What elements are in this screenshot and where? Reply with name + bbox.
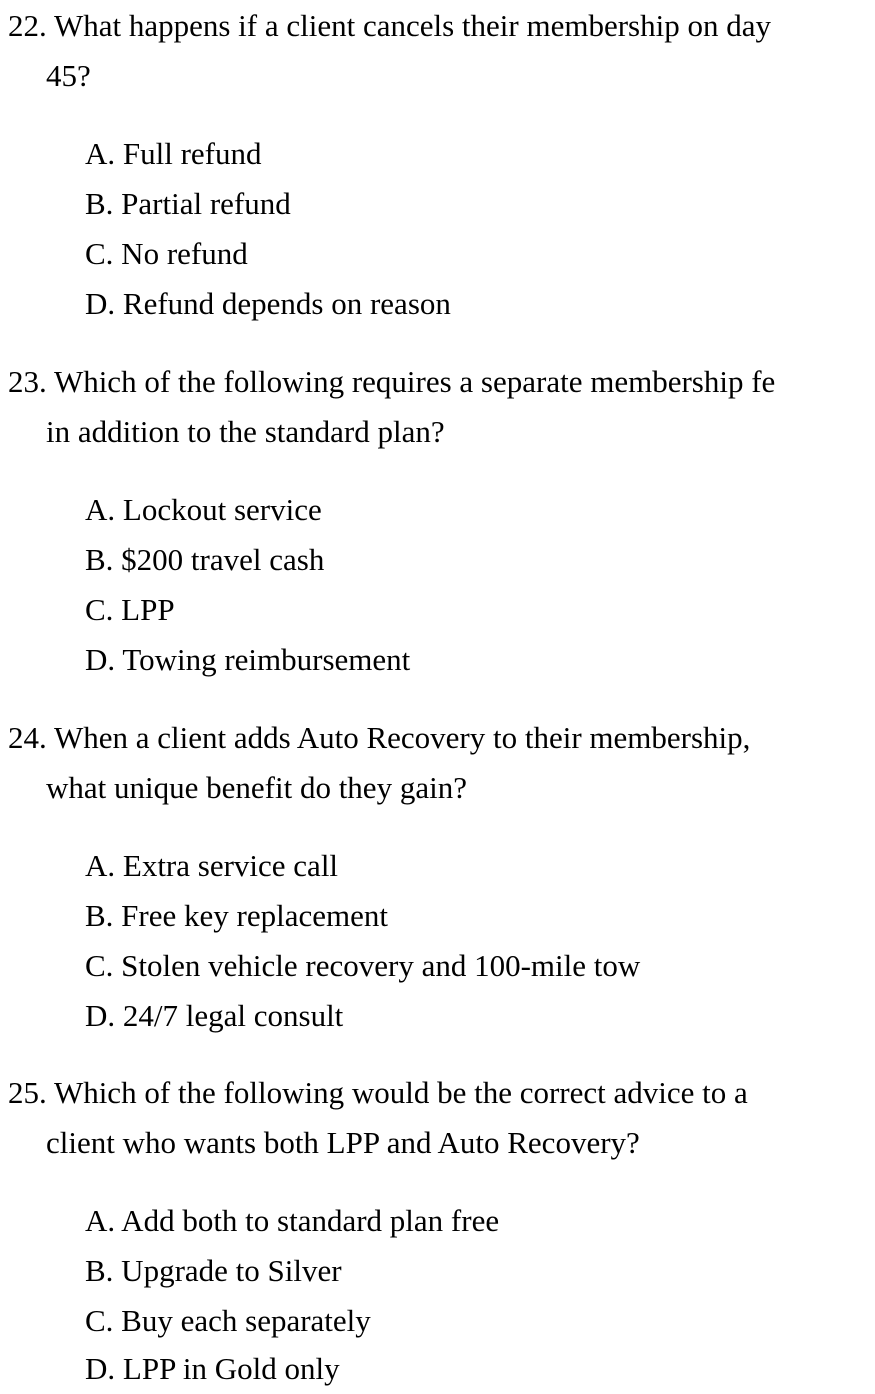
answer-option-a: A. Add both to standard plan free [85, 1203, 500, 1238]
question-text-continued: what unique benefit do they gain? [46, 770, 467, 805]
answer-option-c: C. No refund [85, 236, 248, 271]
answer-option-d: D. 24/7 legal consult [85, 998, 344, 1033]
question-text: 22. What happens if a client cancels their membership on day [8, 8, 771, 43]
answer-option-b: B. Partial refund [85, 186, 291, 221]
question-text: 24. When a client adds Auto Recovery to their membership, [8, 720, 751, 755]
answer-option-c: C. LPP [85, 592, 175, 627]
question-text-continued: in addition to the standard plan? [46, 414, 445, 449]
question-text: 25. Which of the following would be the correct advice to a [8, 1075, 748, 1110]
answer-option-b: B. Upgrade to Silver [85, 1253, 342, 1288]
answer-option-a: A. Lockout service [85, 492, 322, 527]
answer-option-d: D. Towing reimbursement [85, 642, 411, 677]
answer-option-a: A. Full refund [85, 136, 262, 171]
answer-option-c: C. Stolen vehicle recovery and 100-mile tow [85, 948, 641, 983]
answer-option-b: B. Free key replacement [85, 898, 388, 933]
answer-option-d: D. Refund depends on reason [85, 286, 451, 321]
question-text-continued: 45? [46, 58, 91, 93]
answer-option-a: A. Extra service call [85, 848, 339, 883]
answer-option-d: D. LPP in Gold only [85, 1351, 340, 1386]
answer-option-c: C. Buy each separately [85, 1303, 371, 1338]
question-text-continued: client who wants both LPP and Auto Recovery? [46, 1125, 640, 1160]
answer-option-b: B. $200 travel cash [85, 542, 325, 577]
question-text: 23. Which of the following requires a separate membership fe [8, 364, 776, 399]
